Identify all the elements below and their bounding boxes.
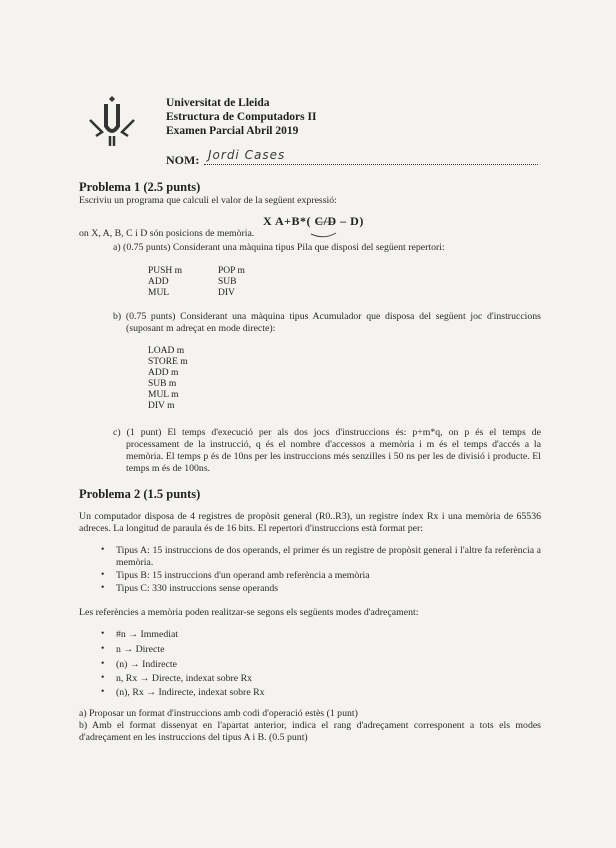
name-field-line[interactable] <box>204 164 538 165</box>
course-name: Estructura de Computadors II <box>166 111 317 123</box>
bullet-icon: • <box>101 659 105 669</box>
stack-instr-div: DIV <box>218 288 235 298</box>
type-b: Tipus B: 15 instruccions d'un operand amb referència a memòria <box>116 570 370 581</box>
bullet-icon: • <box>101 570 105 580</box>
stack-instr-pop: POP m <box>218 266 245 276</box>
bullet-icon: • <box>101 687 105 697</box>
problem1-title: Problema 1 (2.5 punts) <box>79 180 201 194</box>
question-b-line2: d'adreçament en les instruccions del tipus A i B. (0.5 punt) <box>79 732 308 743</box>
bullet-icon: • <box>101 583 105 593</box>
stack-instr-add: ADD <box>148 277 169 287</box>
name-field-value: Jordi Cases <box>208 148 286 162</box>
mode-direct: n → Directe <box>116 644 165 655</box>
question-a: a) Proposar un format d'instruccions amb codi d'operació estès (1 punt) <box>79 708 358 719</box>
stack-instr-mul: MUL <box>148 288 170 298</box>
part-b-line2: (suposant m adreçat en mode directe): <box>126 323 276 334</box>
mode-indirect: (n) → Indirecte <box>116 659 177 670</box>
acc-instr-sub: SUB m <box>148 379 177 389</box>
type-a-line2: memòria. <box>116 557 154 568</box>
part-c-line4: temps m és de 100ns. <box>126 463 211 474</box>
acc-instr-store: STORE m <box>148 357 188 367</box>
problem2-intro-line2: adreces. La longitud de paraula és de 16 bits. El repertori d'instruccions està format per: <box>79 523 423 534</box>
modes-intro: Les referències a memòria poden realitzar-se segons els següents modes d'adreçament: <box>79 607 419 618</box>
acc-instr-div: DIV m <box>148 401 175 411</box>
part-a-text: a) (0.75 punts) Considerant una màquina tipus Pila que disposi del següent repertori: <box>113 242 445 253</box>
stack-instr-sub: SUB <box>218 277 237 287</box>
mode-direct-indexed: n, Rx → Directe, indexat sobre Rx <box>116 673 253 684</box>
problem1-intro: Escriviu un programa que calculi el valor de la següent expressió: <box>79 195 337 206</box>
mode-indirect-indexed: (n), Rx → Indirecte, indexat sobre Rx <box>116 687 265 698</box>
university-name: Universitat de Lleida <box>166 97 270 109</box>
problem2-intro-line1: Un computador disposa de 4 registres de propòsit general (R0..R3), un registre índex Rx i una memòria de 65536 <box>79 511 541 522</box>
bullet-icon: • <box>101 644 105 654</box>
bullet-icon: • <box>101 673 105 683</box>
acc-instr-mul: MUL m <box>148 390 179 400</box>
part-a-col2 <box>218 266 245 299</box>
problem1-formula: X A+B*( C/D – D) <box>263 214 364 228</box>
problem1-operands: on X, A, B, C i D són posicions de memòria. <box>79 228 255 239</box>
acc-instr-load: LOAD m <box>148 346 185 356</box>
acc-instr-add: ADD m <box>148 368 179 378</box>
part-c-line3: memòria. El temps p és de 10ns per les instruccions més senzilles i 50 ns per les de divisió i producte. El <box>126 451 541 462</box>
part-b-instructions <box>148 346 188 412</box>
name-label: NOM: <box>166 153 200 167</box>
question-b-line1: b) Amb el format dissenyat en l'apartat anterior, indica el rang d'adreçament corresponent a tots els modes <box>79 720 541 731</box>
part-b-line1: b) (0.75 punts) Considerant una màquina tipus Acumulador que disposa del següent joc d'instruccions <box>113 311 541 322</box>
part-a-col1 <box>148 266 182 299</box>
handwritten-bracket-mark <box>308 218 340 242</box>
exam-title: Examen Parcial Abril 2019 <box>166 125 299 137</box>
mode-immediate: #n → Immediat <box>116 629 179 640</box>
bullet-icon: • <box>101 545 105 555</box>
part-c-line2: processament de la instrucció, q és el nombre d'accessos a memòria i m és el temps d'accés a la <box>126 439 541 450</box>
type-c: Tipus C: 330 instruccions sense operands <box>116 583 279 594</box>
problem2-title: Problema 2 (1.5 punts) <box>79 487 201 501</box>
part-c-line1: c) (1 punt) El temps d'execució per als dos jocs d'instruccions és: p+m*q, on p és el temps de <box>113 427 541 438</box>
stack-instr-push: PUSH m <box>148 266 183 276</box>
bullet-icon: • <box>101 629 105 639</box>
type-a-line1: Tipus A: 15 instruccions de dos operands, el primer és un registre de propòsit general i l'altre fa referència a <box>116 545 541 556</box>
university-logo-icon <box>86 92 138 148</box>
